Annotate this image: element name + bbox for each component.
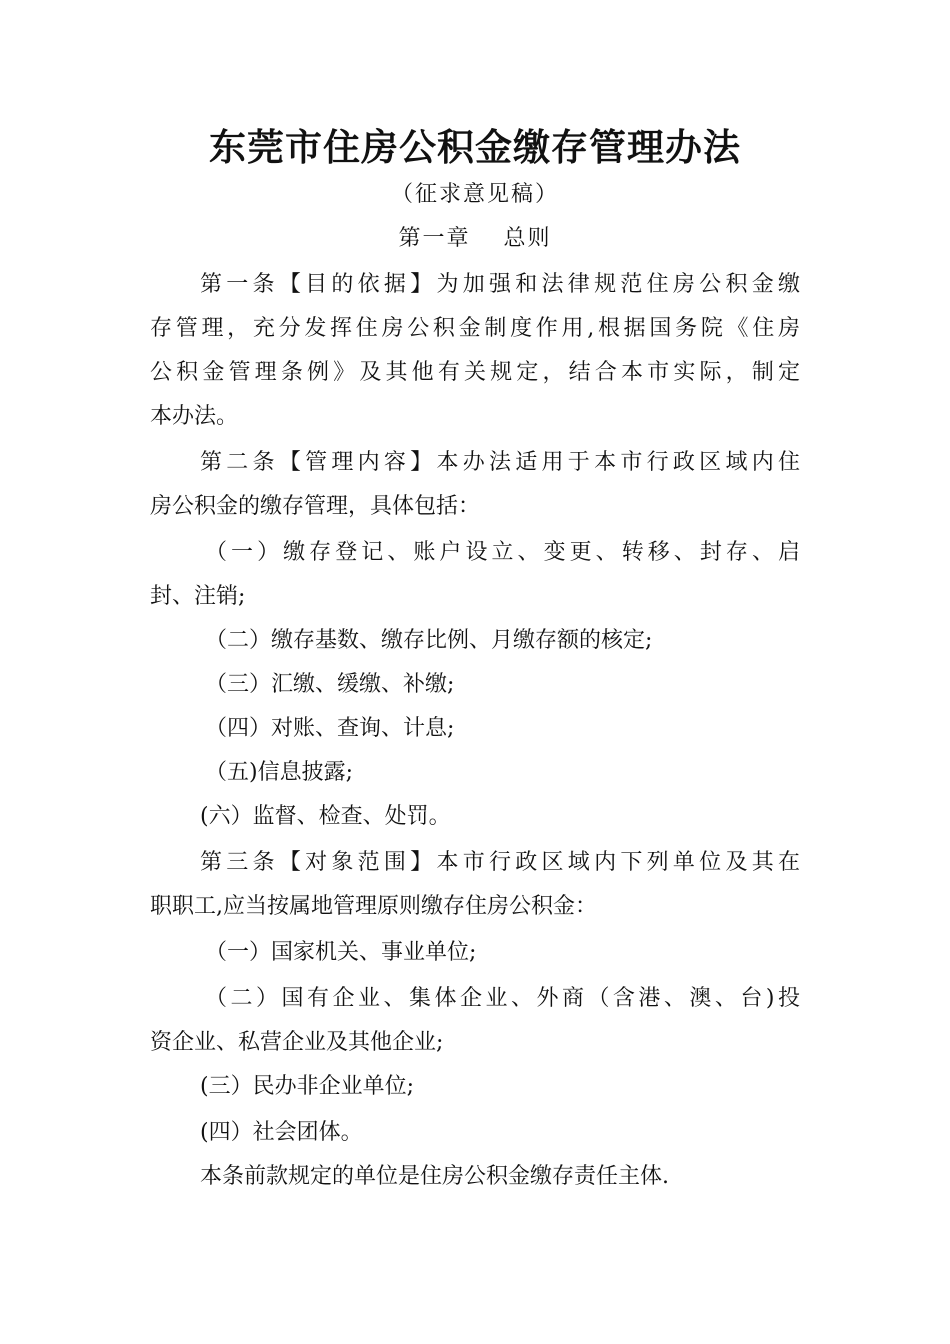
article-1-line-2: 存管理，充分发挥住房公积金制度作用,根据国务院《住房 — [150, 316, 800, 341]
article-2-line-2: 房公积金的缴存管理，具体包括： — [150, 494, 481, 519]
article-3-line-1: 第三条【对象范围】本市行政区域内下列单位及其在 — [200, 850, 800, 875]
document-subtitle: （征求意见稿） — [390, 182, 559, 207]
document-title: 东莞市住房公积金缴存管理办法 — [209, 125, 741, 169]
article-2-item-5: （五)信息披露; — [205, 760, 353, 785]
chapter-heading: 第一章 总则 — [398, 226, 552, 251]
article-3-line-2: 职职工,应当按属地管理原则缴存住房公积金： — [150, 894, 597, 919]
article-2-item-1-line-1: （一）缴存登记、账户设立、变更、转移、封存、启 — [205, 540, 800, 565]
article-1-line-1: 第一条【目的依据】为加强和法律规范住房公积金缴 — [200, 272, 800, 297]
article-1-line-4: 本办法。 — [150, 404, 239, 429]
article-3-item-1: （一）国家机关、事业单位; — [205, 940, 477, 965]
article-3-item-3: (三）民办非企业单位; — [200, 1074, 414, 1099]
article-2-item-3: （三）汇缴、缓缴、补缴; — [205, 672, 455, 697]
article-2-item-2: （二）缴存基数、缴存比例、月缴存额的核定; — [205, 628, 653, 653]
article-2-item-4: （四）对账、查询、计息; — [205, 716, 455, 741]
article-3-closing: 本条前款规定的单位是住房公积金缴存责任主体. — [200, 1164, 669, 1189]
article-1-line-3: 公积金管理条例》及其他有关规定，结合本市实际，制定 — [150, 360, 800, 385]
article-3-item-4: (四）社会团体。 — [200, 1120, 363, 1145]
article-3-item-2-line-1: （二）国有企业、集体企业、外商（含港、澳、台)投 — [205, 986, 800, 1011]
article-3-item-2-line-2: 资企业、私营企业及其他企业; — [150, 1030, 444, 1055]
article-2-item-6: (六）监督、检查、处罚。 — [200, 804, 451, 829]
article-2-item-1-line-2: 封、注销; — [150, 584, 246, 609]
article-2-line-1: 第二条【管理内容】本办法适用于本市行政区域内住 — [200, 450, 800, 475]
